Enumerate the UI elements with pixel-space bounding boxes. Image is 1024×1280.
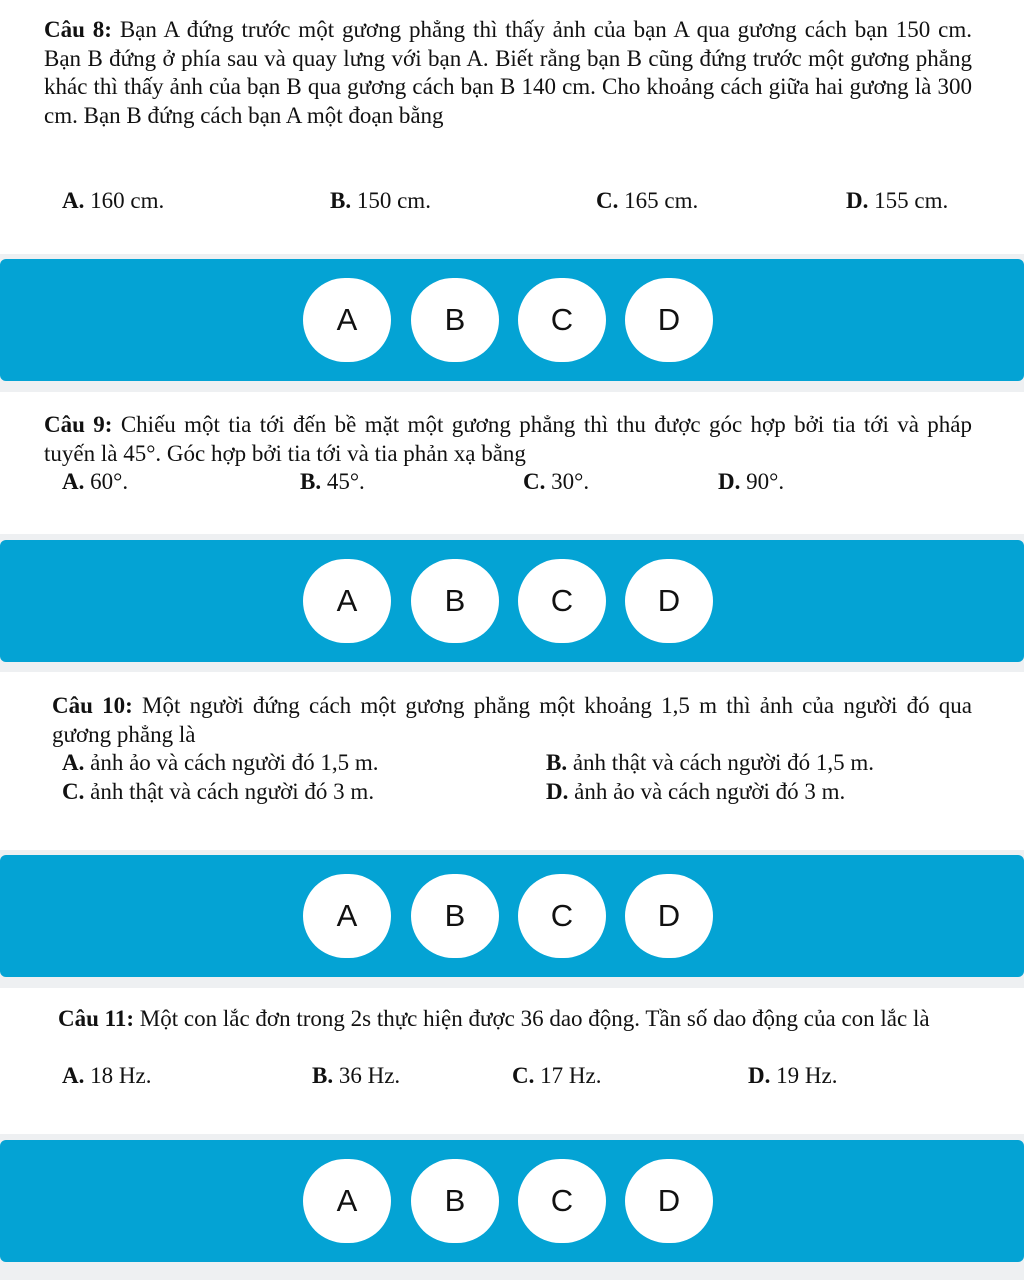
answer-bar-10 xyxy=(0,855,1024,977)
question-body: Bạn A đứng trước một gương phẳng thì thấy ảnh của bạn A qua gương cách bạn 150 cm. Bạn B đứng ở phía sau và quay lưng với bạn A. Biết rằng bạn B cũng đứng trước một gương phẳng khác thì thấy ảnh của bạn B qua gương cách bạn B 140 cm. Cho khoảng cách giữa hai gương là 300 cm. Bạn B đứng cách bạn A một đoạn bằng xyxy=(44,17,973,128)
option-d: D. 19 Hz. xyxy=(748,1063,838,1088)
question-text-11 xyxy=(58,1005,972,1034)
question-card-10 xyxy=(0,672,1024,850)
question-label: Câu 8: xyxy=(44,17,112,42)
answer-a-button[interactable]: A xyxy=(303,278,391,362)
question-body: Một con lắc đơn trong 2s thực hiện được 36 dao động. Tần số dao động của con lắc là xyxy=(139,1006,930,1031)
option-b: B. 150 cm. xyxy=(330,188,431,213)
answer-d-button[interactable]: D xyxy=(625,874,713,958)
answer-c-button[interactable]: C xyxy=(518,559,606,643)
option-c: C. 30°. xyxy=(523,469,590,494)
question-label: Câu 11: xyxy=(58,1006,135,1031)
answer-bar-9 xyxy=(0,540,1024,662)
option-d: D. 90°. xyxy=(718,469,785,494)
answer-a-button[interactable]: A xyxy=(303,1159,391,1243)
option-d: D. ảnh ảo và cách người đó 3 m. xyxy=(546,779,846,804)
question-label: Câu 10: xyxy=(52,693,133,718)
answer-bar-8 xyxy=(0,259,1024,381)
option-b: B. 36 Hz. xyxy=(312,1063,401,1088)
question-label: Câu 9: xyxy=(44,412,113,437)
question-body: Một người đứng cách một gương phẳng một khoảng 1,5 m thì ảnh của người đó qua gương phẳng là xyxy=(52,693,972,747)
answer-b-button[interactable]: B xyxy=(411,559,499,643)
question-body: Chiếu một tia tới đến bề mặt một gương phẳng thì thu được góc hợp bởi tia tới và pháp tuyến là 45°. Góc hợp bởi tia tới và tia phản xạ bằng xyxy=(44,412,973,466)
answer-bar-11 xyxy=(0,1140,1024,1262)
answer-a-button[interactable]: A xyxy=(303,559,391,643)
option-c: C. 165 cm. xyxy=(596,188,699,213)
answer-b-button[interactable]: B xyxy=(411,278,499,362)
question-card-11 xyxy=(0,988,1024,1134)
option-a: A. 160 cm. xyxy=(62,188,165,213)
question-card-9 xyxy=(0,392,1024,534)
question-card-8 xyxy=(0,0,1024,254)
option-d: D. 155 cm. xyxy=(846,188,949,213)
option-a: A. 18 Hz. xyxy=(62,1063,152,1088)
answer-c-button[interactable]: C xyxy=(518,278,606,362)
question-text-10 xyxy=(52,692,972,749)
answer-c-button[interactable]: C xyxy=(518,874,606,958)
question-text-8 xyxy=(44,16,972,130)
answer-d-button[interactable]: D xyxy=(625,278,713,362)
option-a: A. 60°. xyxy=(62,469,129,494)
option-c: C. ảnh thật và cách người đó 3 m. xyxy=(62,779,375,804)
answer-d-button[interactable]: D xyxy=(625,1159,713,1243)
question-text-9 xyxy=(44,411,972,468)
option-c: C. 17 Hz. xyxy=(512,1063,602,1088)
answer-d-button[interactable]: D xyxy=(625,559,713,643)
answer-c-button[interactable]: C xyxy=(518,1159,606,1243)
answer-a-button[interactable]: A xyxy=(303,874,391,958)
option-b: B. 45°. xyxy=(300,469,365,494)
answer-b-button[interactable]: B xyxy=(411,1159,499,1243)
option-a: A. ảnh ảo và cách người đó 1,5 m. xyxy=(62,750,379,775)
option-b: B. ảnh thật và cách người đó 1,5 m. xyxy=(546,750,875,775)
answer-b-button[interactable]: B xyxy=(411,874,499,958)
